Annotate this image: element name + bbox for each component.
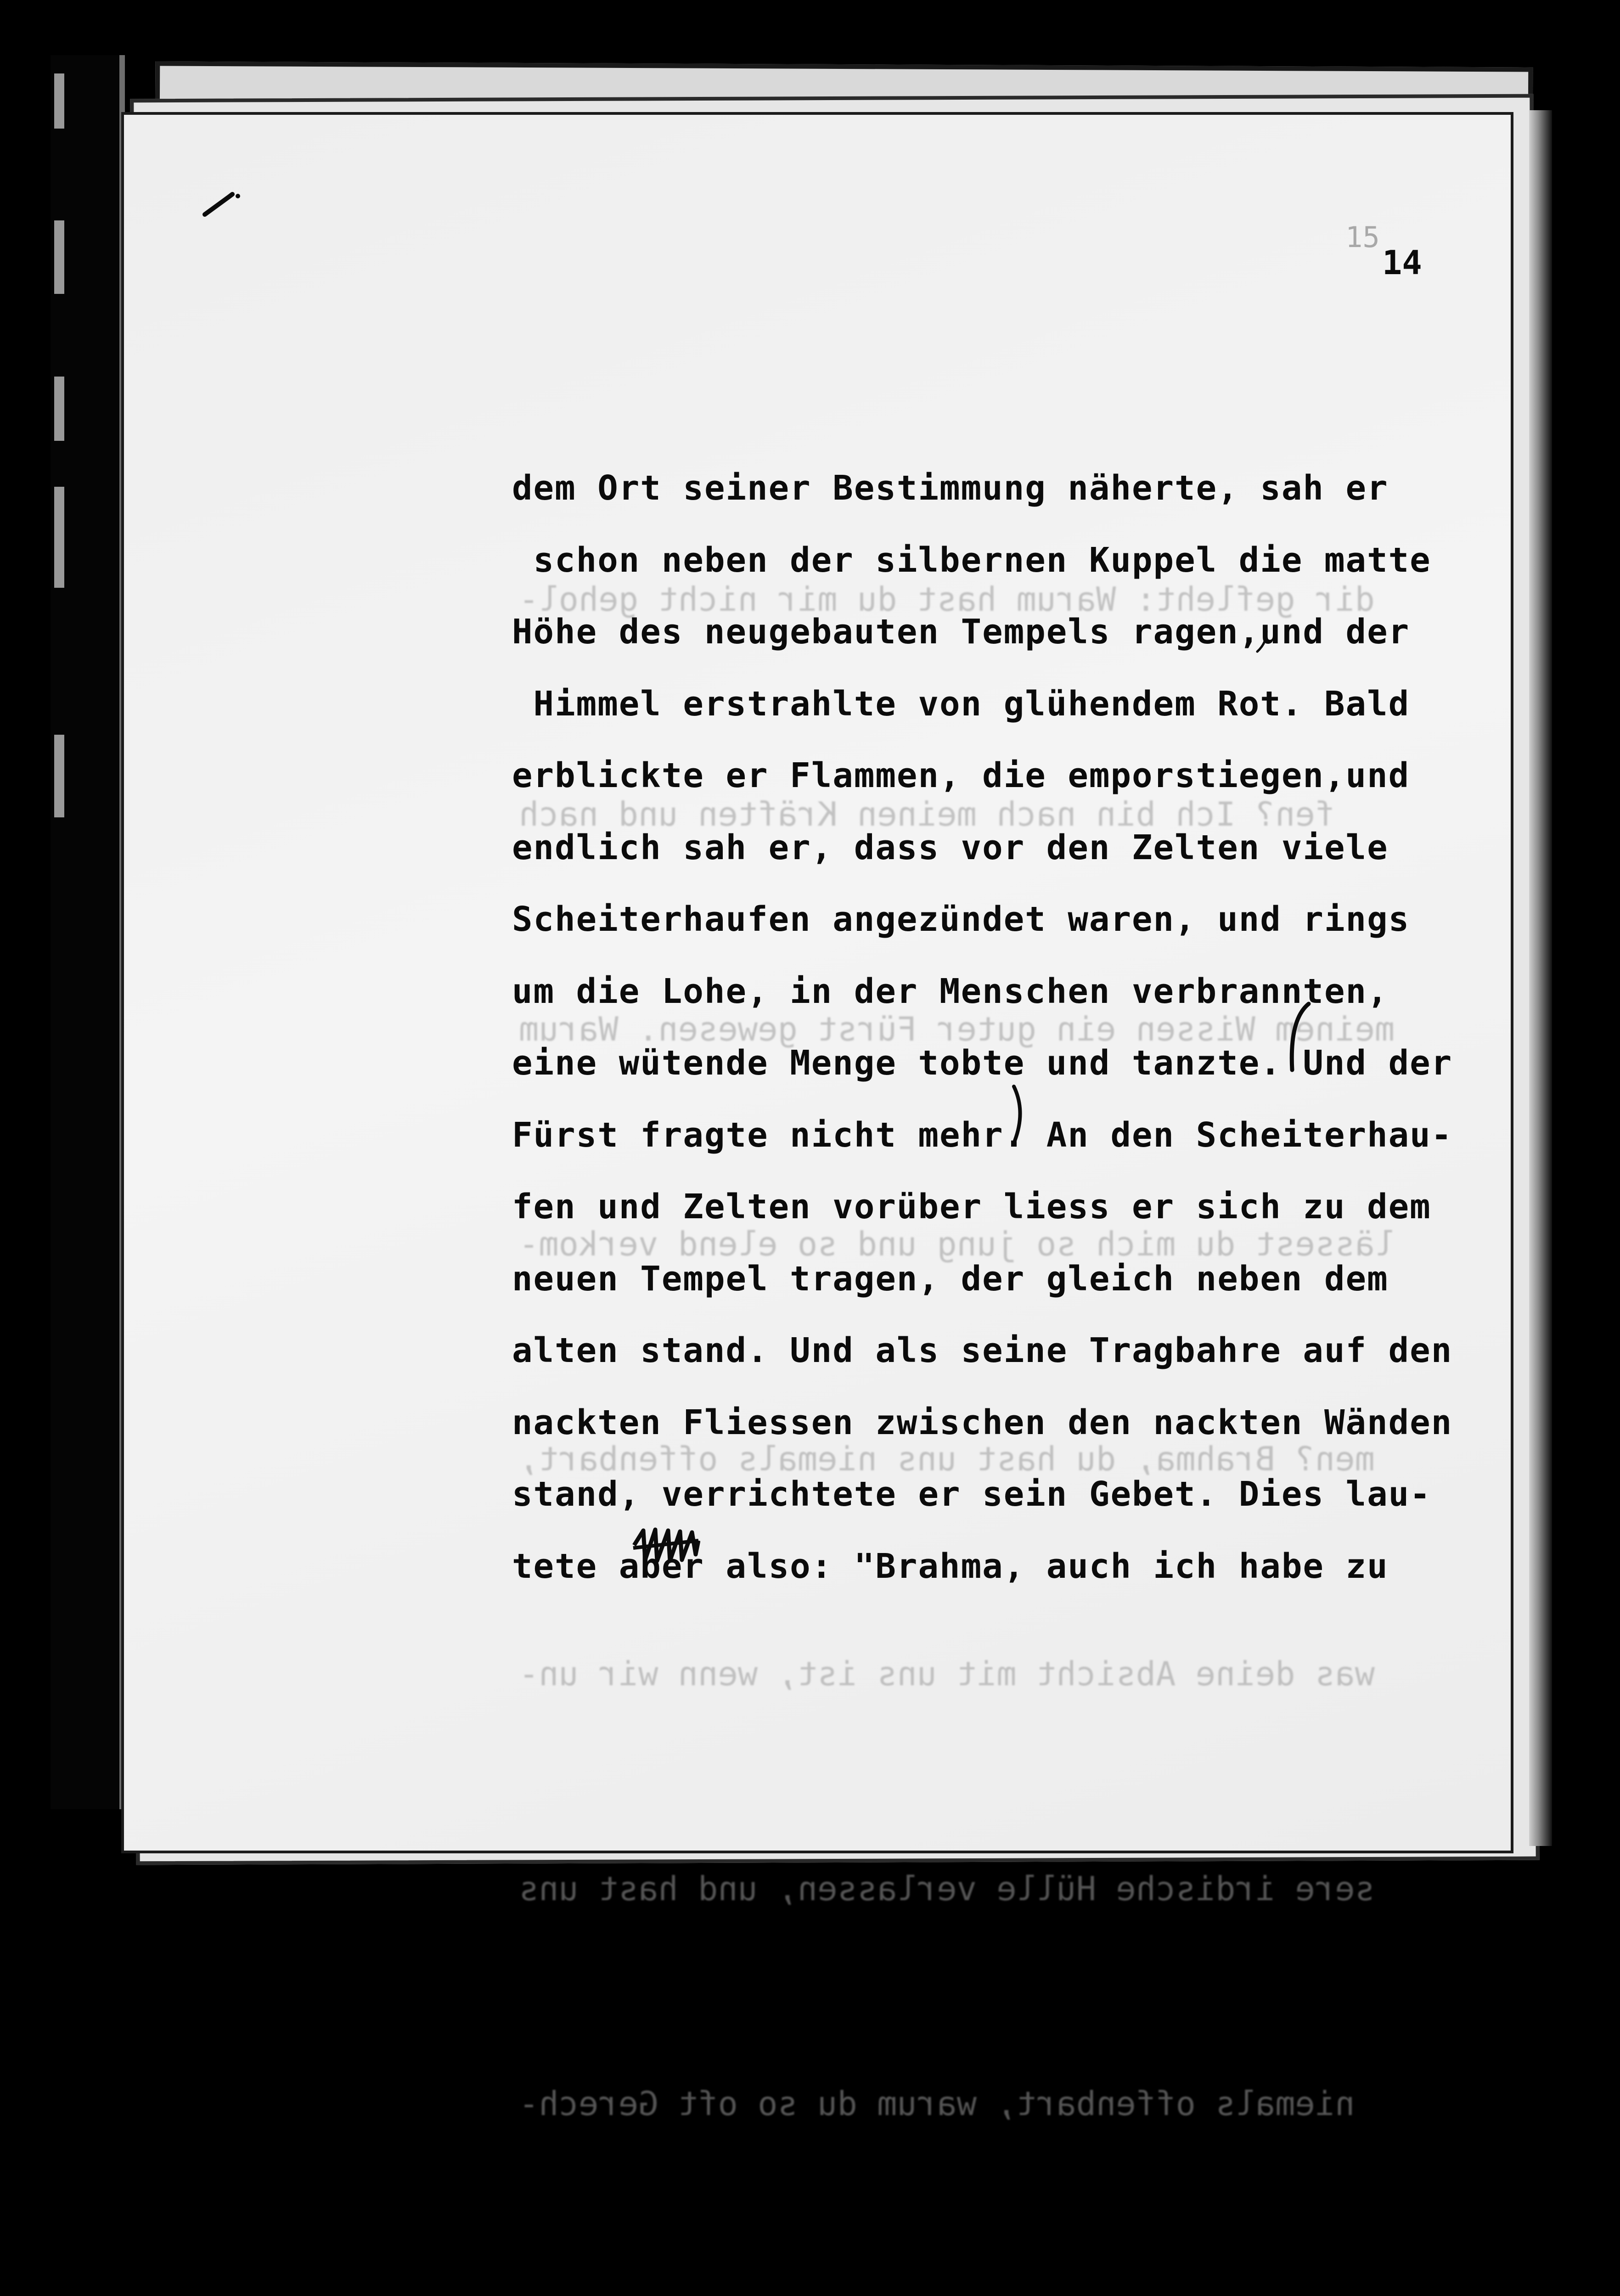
binding-strip bbox=[51, 55, 125, 1809]
text-line: um die Lohe, in der Menschen verbrannten, bbox=[512, 971, 1389, 1011]
page-number: 14 bbox=[1382, 243, 1422, 282]
bleed-line: niemals offenbart, warum du so oft Gerech- bbox=[519, 2084, 1355, 2123]
typed-text-body bbox=[512, 452, 1485, 1602]
text-line: Höhe des neugebauten Tempels ragen,und der bbox=[512, 612, 1410, 652]
text-line: dem Ort seiner Bestimmung näherte, sah er bbox=[512, 468, 1389, 508]
text-line: alten stand. Und als seine Tragbahre auf den bbox=[512, 1331, 1453, 1370]
binding-perforation bbox=[54, 735, 64, 817]
bleed-line bbox=[519, 2283, 1465, 2296]
binding-perforation bbox=[54, 73, 64, 129]
bleed-line: fen? Ich bin nach meinen Kräften und nach bbox=[519, 795, 1335, 833]
text-line: stand, verrichtete er sein Gebet. Dies lau- bbox=[512, 1474, 1431, 1514]
handwritten-comma-mark bbox=[1254, 627, 1272, 654]
handwritten-open-bracket bbox=[1286, 1001, 1313, 1075]
text-line: nackten Fliessen zwischen den nackten Wänden bbox=[512, 1402, 1453, 1442]
strikeout-scribble bbox=[631, 1527, 700, 1564]
bleed-line: meinem Wissen ein guter Fürst gewesen. Warum bbox=[519, 1010, 1395, 1048]
text-line: Fürst fragte nicht mehr. An den Scheiterhau- bbox=[512, 1115, 1453, 1155]
binding-perforation bbox=[54, 377, 64, 441]
bleed-line: sere irdische Hülle verlassen, und hast uns bbox=[519, 1869, 1375, 1908]
pencil-mark-icon bbox=[202, 191, 243, 218]
binding-perforation bbox=[54, 220, 64, 294]
text-line: eine wütende Menge tobte und tanzte. Und der bbox=[512, 1043, 1453, 1083]
text-line: fen und Zelten vorüber liess er sich zu dem bbox=[512, 1187, 1431, 1227]
bleed-line: was deine Absicht mit uns ist, wenn wir un- bbox=[519, 1654, 1375, 1693]
sheet-edge-shadow bbox=[1529, 110, 1552, 1846]
text-line: schon neben der silbernen Kuppel die matte bbox=[512, 540, 1431, 580]
binding-perforation bbox=[54, 487, 64, 588]
text-line: Himmel erstrahlte von glühendem Rot. Bald bbox=[512, 684, 1410, 724]
handwritten-close-bracket bbox=[1010, 1084, 1029, 1143]
old-page-number: 15 bbox=[1345, 220, 1380, 254]
text-line: endlich sah er, dass vor den Zelten viele bbox=[512, 827, 1389, 867]
text-line: tete aber also: "Brahma, auch ich habe zu bbox=[512, 1546, 1389, 1586]
text-line: erblickte er Flammen, die emporstiegen,und bbox=[512, 756, 1410, 795]
bleed-line: dir gefleht: Warum hast du mir nicht gehol- bbox=[519, 580, 1375, 619]
bleed-line: men? Brahma, du hast uns niemals offenbart, bbox=[519, 1440, 1375, 1478]
text-line: neuen Tempel tragen, der gleich neben dem bbox=[512, 1259, 1389, 1299]
text-line: Scheiterhaufen angezündet waren, und rings bbox=[512, 900, 1410, 939]
bleed-line: lässest du mich so jung und so elend verkom- bbox=[519, 1225, 1395, 1263]
